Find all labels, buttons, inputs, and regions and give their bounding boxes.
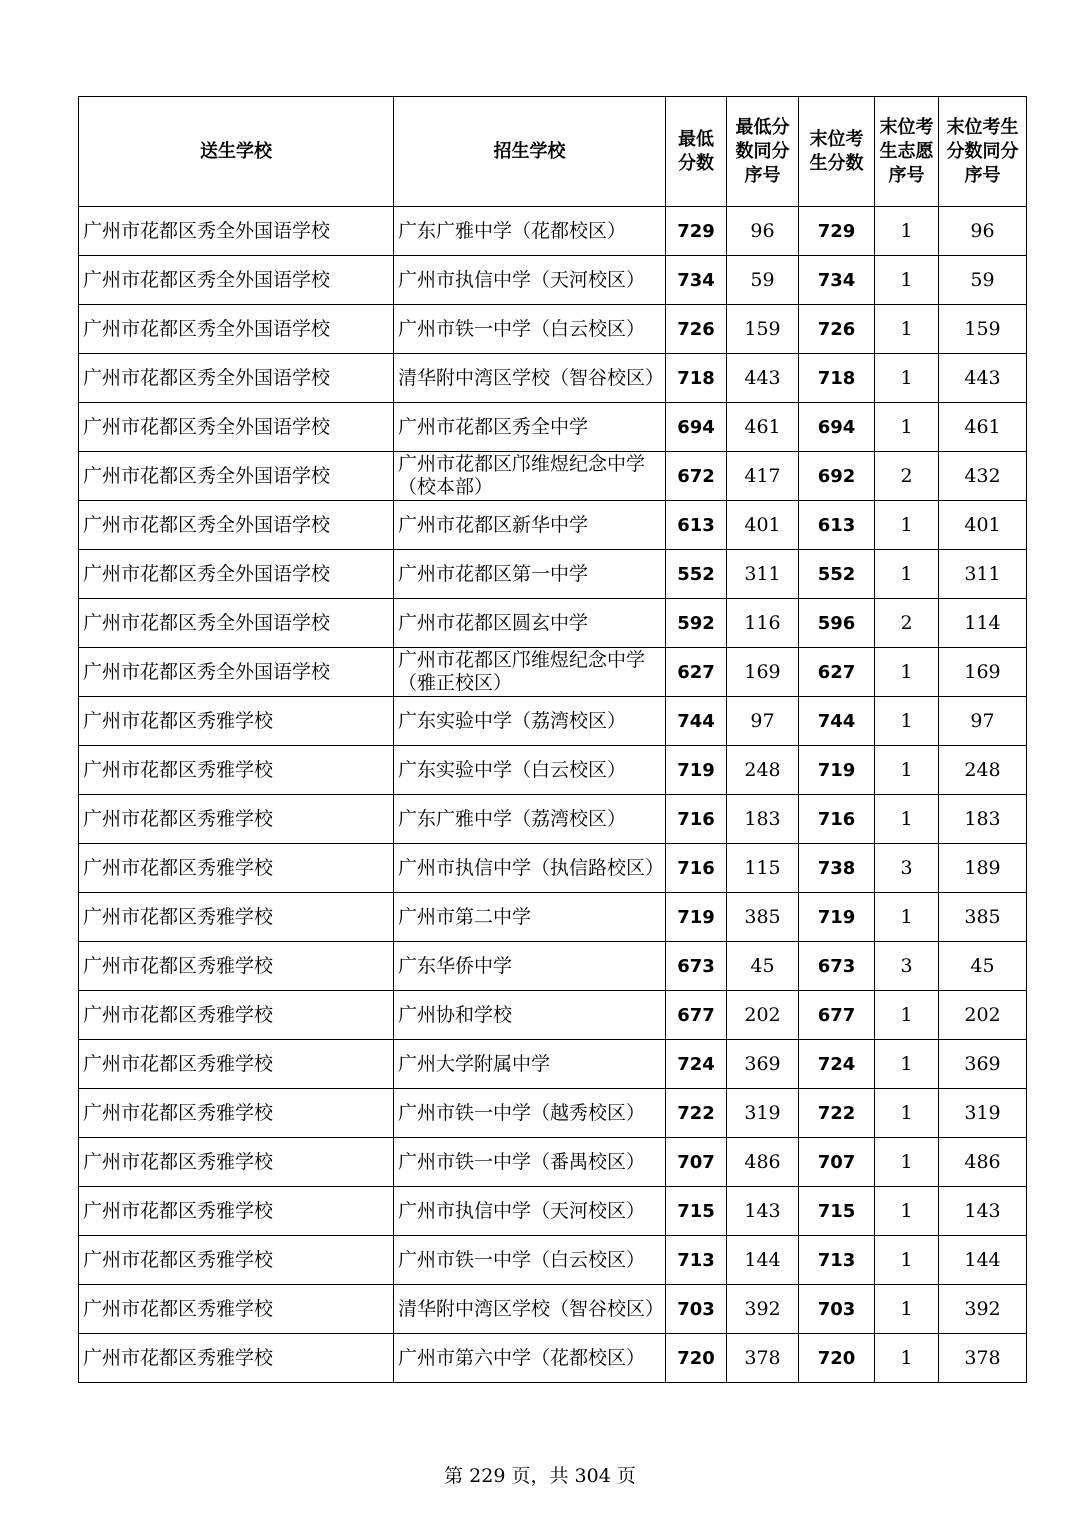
page-number: 第 229 页，共 304 页 [444,1465,636,1487]
sending-school-cell: 广州市花都区秀雅学校 [79,1236,394,1285]
table-row [79,501,1027,550]
min-score-cell: 734 [666,256,727,305]
last-tie-rank-cell: 144 [939,1236,1027,1285]
sending-school-cell: 广州市花都区秀全外国语学校 [79,550,394,599]
table-row [79,991,1027,1040]
last-score-cell: 719 [799,893,875,942]
last-tie-rank-cell: 159 [939,305,1027,354]
table-row [79,305,1027,354]
last-tie-rank-cell: 114 [939,599,1027,648]
min-score-cell: 703 [666,1285,727,1334]
header-sending-school: 送生学校 [79,97,394,207]
sending-school-cell: 广州市花都区秀雅学校 [79,893,394,942]
last-score-cell: 719 [799,746,875,795]
sending-school-cell: 广州市花都区秀全外国语学校 [79,207,394,256]
last-score-cell: 613 [799,501,875,550]
min-score-tie-rank-cell: 486 [727,1138,799,1187]
last-score-cell: 713 [799,1236,875,1285]
admitting-school-cell: 广州市执信中学（天河校区） [394,256,666,305]
min-score-tie-rank-cell: 59 [727,256,799,305]
min-score-cell: 672 [666,452,727,501]
table-row [79,697,1027,746]
choice-rank-cell: 1 [875,697,939,746]
table-row [79,1138,1027,1187]
table-row [79,1236,1027,1285]
min-score-tie-rank-cell: 143 [727,1187,799,1236]
min-score-cell: 720 [666,1334,727,1383]
admitting-school-cell: 广州市第二中学 [394,893,666,942]
admitting-school-cell: 广东广雅中学（花都校区） [394,207,666,256]
sending-school-cell: 广州市花都区秀全外国语学校 [79,648,394,697]
last-tie-rank-cell: 319 [939,1089,1027,1138]
min-score-tie-rank-cell: 378 [727,1334,799,1383]
choice-rank-cell: 1 [875,354,939,403]
min-score-tie-rank-cell: 443 [727,354,799,403]
last-tie-rank-cell: 96 [939,207,1027,256]
min-score-tie-rank-cell: 144 [727,1236,799,1285]
last-score-cell: 726 [799,305,875,354]
min-score-cell: 627 [666,648,727,697]
min-score-tie-rank-cell: 369 [727,1040,799,1089]
choice-rank-cell: 1 [875,746,939,795]
min-score-cell: 718 [666,354,727,403]
last-tie-rank-cell: 169 [939,648,1027,697]
last-score-cell: 707 [799,1138,875,1187]
table-row [79,1334,1027,1383]
table-row [79,452,1027,501]
last-tie-rank-cell: 311 [939,550,1027,599]
min-score-tie-rank-cell: 115 [727,844,799,893]
sending-school-cell: 广州市花都区秀雅学校 [79,1089,394,1138]
last-score-cell: 729 [799,207,875,256]
choice-rank-cell: 1 [875,1334,939,1383]
min-score-tie-rank-cell: 159 [727,305,799,354]
admitting-school-cell: 广州市花都区第一中学 [394,550,666,599]
last-tie-rank-cell: 248 [939,746,1027,795]
sending-school-cell: 广州市花都区秀全外国语学校 [79,501,394,550]
sending-school-cell: 广州市花都区秀雅学校 [79,697,394,746]
sending-school-cell: 广州市花都区秀雅学校 [79,746,394,795]
admitting-school-cell: 广州市花都区圆玄中学 [394,599,666,648]
sending-school-cell: 广州市花都区秀雅学校 [79,795,394,844]
last-tie-rank-cell: 183 [939,795,1027,844]
last-tie-rank-cell: 401 [939,501,1027,550]
choice-rank-cell: 1 [875,501,939,550]
min-score-tie-rank-cell: 401 [727,501,799,550]
min-score-tie-rank-cell: 96 [727,207,799,256]
last-score-cell: 724 [799,1040,875,1089]
table-row [79,893,1027,942]
choice-rank-cell: 1 [875,893,939,942]
table-row [79,795,1027,844]
admitting-school-cell: 广州市铁一中学（越秀校区） [394,1089,666,1138]
admitting-school-cell: 广州市第六中学（花都校区） [394,1334,666,1383]
choice-rank-cell: 1 [875,1187,939,1236]
admitting-school-cell: 广东广雅中学（荔湾校区） [394,795,666,844]
min-score-cell: 724 [666,1040,727,1089]
choice-rank-cell: 1 [875,256,939,305]
admitting-school-cell: 广东实验中学（荔湾校区） [394,697,666,746]
min-score-cell: 726 [666,305,727,354]
last-score-cell: 596 [799,599,875,648]
table-row [79,648,1027,697]
table-row [79,599,1027,648]
min-score-tie-rank-cell: 202 [727,991,799,1040]
sending-school-cell: 广州市花都区秀雅学校 [79,1040,394,1089]
sending-school-cell: 广州市花都区秀全外国语学校 [79,305,394,354]
last-score-cell: 715 [799,1187,875,1236]
last-score-cell: 734 [799,256,875,305]
sending-school-cell: 广州市花都区秀全外国语学校 [79,354,394,403]
min-score-tie-rank-cell: 248 [727,746,799,795]
last-score-cell: 627 [799,648,875,697]
sending-school-cell: 广州市花都区秀全外国语学校 [79,403,394,452]
admitting-school-cell: 清华附中湾区学校（智谷校区） [394,354,666,403]
admitting-school-cell: 广州市花都区邝维煜纪念中学（校本部） [394,452,666,501]
choice-rank-cell: 3 [875,844,939,893]
admitting-school-cell: 广州市铁一中学（白云校区） [394,305,666,354]
last-tie-rank-cell: 385 [939,893,1027,942]
min-score-cell: 719 [666,893,727,942]
choice-rank-cell: 1 [875,207,939,256]
sending-school-cell: 广州市花都区秀雅学校 [79,1285,394,1334]
min-score-cell: 713 [666,1236,727,1285]
min-score-cell: 552 [666,550,727,599]
table-row [79,207,1027,256]
min-score-cell: 707 [666,1138,727,1187]
choice-rank-cell: 1 [875,550,939,599]
last-score-cell: 744 [799,697,875,746]
min-score-tie-rank-cell: 169 [727,648,799,697]
sending-school-cell: 广州市花都区秀雅学校 [79,1187,394,1236]
choice-rank-cell: 1 [875,1089,939,1138]
last-score-cell: 673 [799,942,875,991]
choice-rank-cell: 1 [875,795,939,844]
sending-school-cell: 广州市花都区秀全外国语学校 [79,452,394,501]
admitting-school-cell: 广州市花都区新华中学 [394,501,666,550]
admitting-school-cell: 广州市执信中学（执信路校区） [394,844,666,893]
sending-school-cell: 广州市花都区秀雅学校 [79,1334,394,1383]
min-score-cell: 592 [666,599,727,648]
min-score-cell: 729 [666,207,727,256]
sending-school-cell: 广州市花都区秀雅学校 [79,1138,394,1187]
table-row [79,1089,1027,1138]
last-tie-rank-cell: 392 [939,1285,1027,1334]
header-admitting-school: 招生学校 [394,97,666,207]
last-tie-rank-cell: 189 [939,844,1027,893]
table-row [79,354,1027,403]
last-score-cell: 718 [799,354,875,403]
min-score-cell: 744 [666,697,727,746]
min-score-tie-rank-cell: 45 [727,942,799,991]
table-row [79,550,1027,599]
choice-rank-cell: 1 [875,991,939,1040]
last-tie-rank-cell: 143 [939,1187,1027,1236]
min-score-tie-rank-cell: 116 [727,599,799,648]
choice-rank-cell: 2 [875,452,939,501]
sending-school-cell: 广州市花都区秀全外国语学校 [79,256,394,305]
last-tie-rank-cell: 202 [939,991,1027,1040]
min-score-cell: 613 [666,501,727,550]
min-score-cell: 716 [666,795,727,844]
choice-rank-cell: 3 [875,942,939,991]
admission-score-table [78,96,1027,1383]
min-score-tie-rank-cell: 385 [727,893,799,942]
min-score-tie-rank-cell: 311 [727,550,799,599]
admitting-school-cell: 广东实验中学（白云校区） [394,746,666,795]
sending-school-cell: 广州市花都区秀雅学校 [79,991,394,1040]
table-row [79,1040,1027,1089]
admitting-school-cell: 清华附中湾区学校（智谷校区） [394,1285,666,1334]
header-min-score-tie-rank: 最低分数同分序号 [727,97,799,207]
header-min-score: 最低分数 [666,97,727,207]
table-row [79,746,1027,795]
min-score-tie-rank-cell: 183 [727,795,799,844]
choice-rank-cell: 1 [875,1285,939,1334]
header-last-student-tie-rank: 末位考生分数同分序号 [939,97,1027,207]
min-score-cell: 694 [666,403,727,452]
table-row [79,1285,1027,1334]
sending-school-cell: 广州市花都区秀雅学校 [79,844,394,893]
last-score-cell: 552 [799,550,875,599]
table-header-row [79,97,1027,207]
table-row [79,256,1027,305]
min-score-cell: 677 [666,991,727,1040]
admitting-school-cell: 广州市铁一中学（白云校区） [394,1236,666,1285]
choice-rank-cell: 1 [875,403,939,452]
choice-rank-cell: 2 [875,599,939,648]
last-tie-rank-cell: 45 [939,942,1027,991]
choice-rank-cell: 1 [875,648,939,697]
min-score-tie-rank-cell: 319 [727,1089,799,1138]
last-score-cell: 677 [799,991,875,1040]
min-score-cell: 715 [666,1187,727,1236]
last-score-cell: 716 [799,795,875,844]
min-score-tie-rank-cell: 97 [727,697,799,746]
last-score-cell: 738 [799,844,875,893]
admitting-school-cell: 广州大学附属中学 [394,1040,666,1089]
last-score-cell: 694 [799,403,875,452]
min-score-cell: 719 [666,746,727,795]
table-row [79,403,1027,452]
header-last-student-score: 末位考生分数 [799,97,875,207]
table-row [79,1187,1027,1236]
last-tie-rank-cell: 378 [939,1334,1027,1383]
sending-school-cell: 广州市花都区秀雅学校 [79,942,394,991]
last-score-cell: 722 [799,1089,875,1138]
last-tie-rank-cell: 97 [939,697,1027,746]
header-last-student-choice-rank: 末位考生志愿序号 [875,97,939,207]
last-score-cell: 692 [799,452,875,501]
last-tie-rank-cell: 443 [939,354,1027,403]
admitting-school-cell: 广州市花都区秀全中学 [394,403,666,452]
min-score-cell: 673 [666,942,727,991]
admitting-school-cell: 广州市铁一中学（番禺校区） [394,1138,666,1187]
min-score-tie-rank-cell: 417 [727,452,799,501]
last-tie-rank-cell: 486 [939,1138,1027,1187]
table-row [79,942,1027,991]
admitting-school-cell: 广州协和学校 [394,991,666,1040]
last-tie-rank-cell: 432 [939,452,1027,501]
min-score-cell: 716 [666,844,727,893]
last-score-cell: 703 [799,1285,875,1334]
last-score-cell: 720 [799,1334,875,1383]
last-tie-rank-cell: 461 [939,403,1027,452]
last-tie-rank-cell: 59 [939,256,1027,305]
choice-rank-cell: 1 [875,305,939,354]
table-row [79,844,1027,893]
choice-rank-cell: 1 [875,1040,939,1089]
min-score-cell: 722 [666,1089,727,1138]
sending-school-cell: 广州市花都区秀全外国语学校 [79,599,394,648]
min-score-tie-rank-cell: 461 [727,403,799,452]
min-score-tie-rank-cell: 392 [727,1285,799,1334]
admitting-school-cell: 广东华侨中学 [394,942,666,991]
choice-rank-cell: 1 [875,1236,939,1285]
choice-rank-cell: 1 [875,1138,939,1187]
last-tie-rank-cell: 369 [939,1040,1027,1089]
admitting-school-cell: 广州市花都区邝维煜纪念中学（雅正校区） [394,648,666,697]
admitting-school-cell: 广州市执信中学（天河校区） [394,1187,666,1236]
